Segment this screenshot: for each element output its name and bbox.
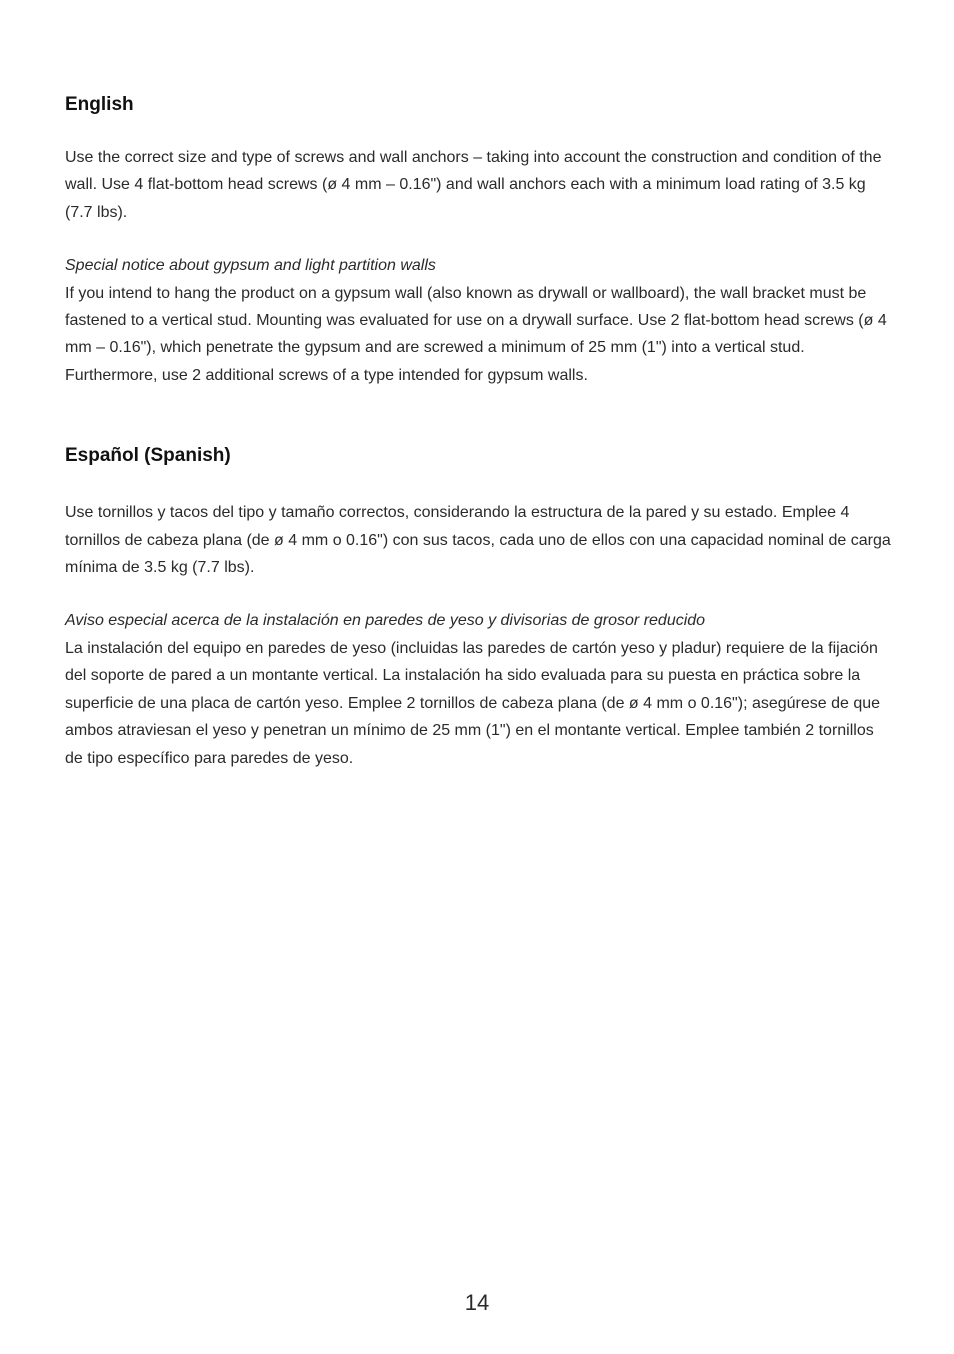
section-heading-spanish: Español (Spanish) [65, 445, 231, 467]
notice-title-english: Special notice about gypsum and light partition walls [65, 257, 436, 275]
document-page [65, 88, 893, 772]
section-spanish [65, 443, 893, 772]
notice-text-spanish: La instalación del equipo en paredes de yeso (incluidas las paredes de cartón yeso y pladur) requiere de la fijación del soporte de pared a un montante vertical. La instalación ha sido evaluada para su puesta en práctica sobre la superficie de una placa de cartón yeso. Emplee 2 tornillos de cabeza plana (de ø 4 mm o 0.16"); asegúrese de que ambos atraviesan el yeso y penetran un mínimo de 25 mm (1") en el montante vertical. Emplee también 2 tornillos de tipo específico para paredes de yeso. [65, 639, 881, 767]
page-number: 14 [464, 1290, 490, 1315]
paragraph-spanish-screws: Use tornillos y tacos del tipo y tamaño correctos, considerando la estructura de la pared y su estado. Emplee 4 tornillos de cabeza plana (de ø 4 mm o 0.16") con sus tacos, cada uno de ellos con una capacidad nominal de carga mínima de 3.5 kg (7.7 lbs). [65, 504, 891, 577]
paragraph-english-screws: Use the correct size and type of screws and wall anchors – taking into account the construction and condition of the wall. Use 4 flat-bottom head screws (ø 4 mm – 0.16") and wall anchors each with a minimum load rating of 3.5 kg (7.7 lbs). [65, 149, 882, 221]
notice-text-english: If you intend to hang the product on a gypsum wall (also known as drywall or wallboard), the wall bracket must be fastened to a vertical stud. Mounting was evaluated for use on a drywall surface. Use 2 flat-bottom head screws (ø 4 mm – 0.16"), which penetrate the gypsum and are screwed a minimum of 25 mm (1") into a vertical stud. Furthermore, use 2 additional screws of a type intended for gypsum walls. [65, 284, 887, 384]
section-heading-english: English [65, 94, 134, 115]
notice-title-spanish: Aviso especial acerca de la instalación en paredes de yeso y divisorias de grosor reducido [65, 612, 706, 630]
section-english [65, 92, 893, 389]
